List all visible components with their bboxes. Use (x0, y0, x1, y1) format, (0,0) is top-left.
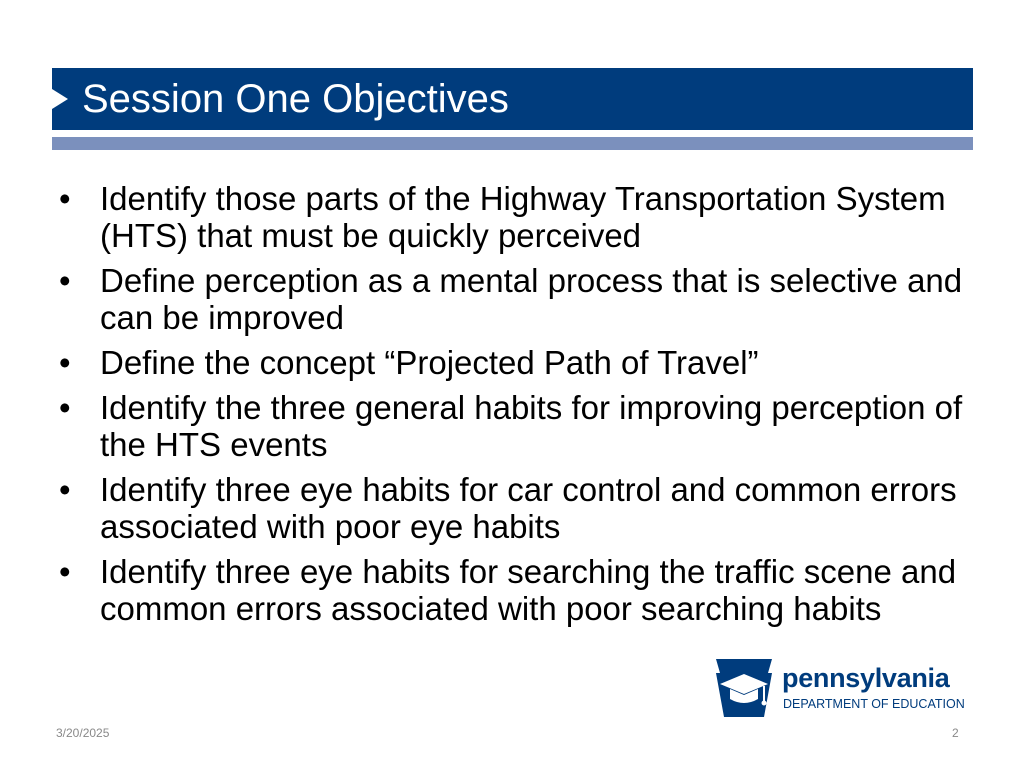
bullet-icon: • (59, 553, 71, 590)
list-item-text: Identify those parts of the Highway Transportation System (HTS) that must be quickly perceived (100, 180, 946, 254)
list-item-text: Define the concept “Projected Path of Travel” (100, 344, 759, 381)
list-item (56, 389, 966, 463)
list-item-text: Define perception as a mental process that is selective and can be improved (100, 262, 963, 336)
list-item (56, 553, 966, 627)
slide-number: 2 (952, 726, 959, 740)
bullet-icon: • (59, 471, 71, 508)
bullet-icon: • (59, 344, 71, 381)
keystone-graduation-cap-icon (712, 657, 776, 719)
list-item-text: Identify the three general habits for improving perception of the HTS events (100, 389, 963, 463)
bullet-icon: • (59, 389, 71, 426)
bullet-icon: • (59, 180, 71, 217)
title-bar (52, 68, 973, 130)
title-arrow-icon (52, 89, 68, 109)
objectives-list (56, 180, 966, 635)
accent-bar (52, 137, 973, 150)
list-item-text: Identify three eye habits for searching the traffic scene and common errors associated with poor searching habits (100, 553, 957, 627)
logo-name: pennsylvania (782, 663, 950, 693)
list-item (56, 471, 966, 545)
list-item (56, 344, 966, 381)
list-item (56, 262, 966, 336)
footer-date: 3/20/2025 (56, 726, 110, 740)
list-item-text: Identify three eye habits for car control and common errors associated with poor eye habits (100, 471, 957, 545)
list-item (56, 180, 966, 254)
logo-subtitle: DEPARTMENT OF EDUCATION (783, 697, 965, 711)
slide-title: Session One Objectives (82, 77, 509, 121)
bullet-icon: • (59, 262, 71, 299)
pennsylvania-education-logo (712, 657, 974, 719)
